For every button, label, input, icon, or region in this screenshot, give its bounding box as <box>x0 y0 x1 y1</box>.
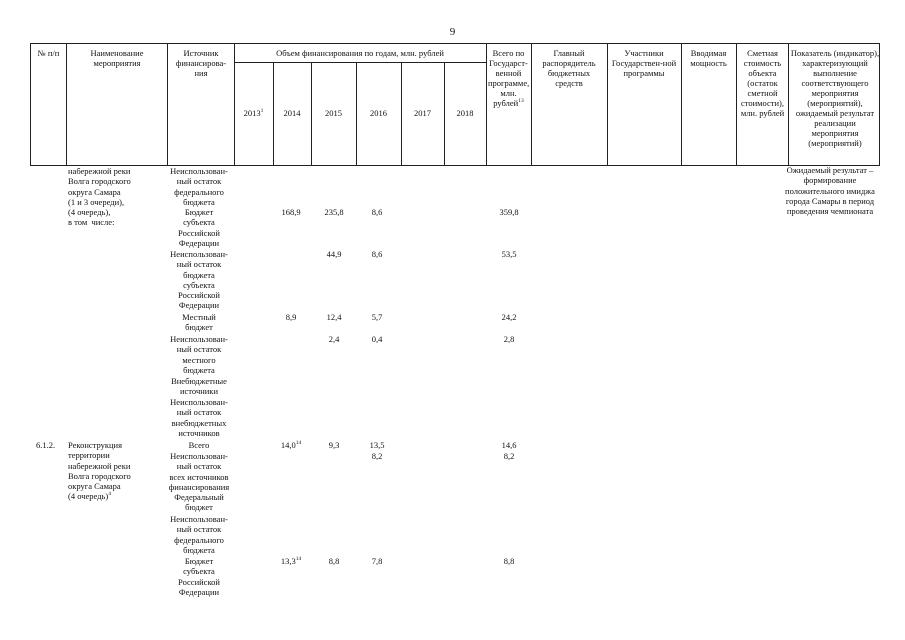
cell-2015: 9,3 <box>328 440 340 450</box>
cell-total: 2,8 <box>503 334 515 344</box>
source-label: Всего <box>188 440 210 450</box>
source-label: Неиспользован- ный остаток всех источников финансирования <box>168 451 230 492</box>
cell-total: 53,5 <box>501 249 517 259</box>
cell-2015: 235,8 <box>324 207 344 217</box>
cell-2016: 13,5 <box>369 440 385 450</box>
header-year-2015: 2015 <box>325 108 342 118</box>
block1-result: Ожидаемый результат – формирование положительного имиджа города Самары в период проведения чемпионата <box>785 165 875 217</box>
header-year-2017: 2017 <box>414 108 431 118</box>
cell-2016: 8,6 <box>371 207 383 217</box>
col-divider <box>607 44 608 165</box>
cell-2014: 168,9 <box>281 207 301 217</box>
year-header-divider <box>234 62 486 63</box>
header-estimate: Сметная стоимость объекта (остаток сметной стоимости), млн. рублей <box>740 48 785 118</box>
source-label: Неиспользован- ный остаток бюджета субъекта Российской Федерации <box>170 249 228 311</box>
source-label: Неиспользован- ный остаток федерального бюджета <box>170 514 228 555</box>
cell-2015: 12,4 <box>326 312 342 322</box>
col-divider <box>681 44 682 165</box>
header-indicator: Показатель (индикатор), характеризующий выполнение соответствующего мероприятия (мероприятий), ожидаемый результат реализации мероприятия (мероприятий) <box>790 48 880 148</box>
col-divider <box>167 44 168 165</box>
cell-2015: 44,9 <box>326 249 342 259</box>
header-year-2016: 2016 <box>370 108 387 118</box>
header-year-2014: 2014 <box>283 108 301 118</box>
cell-total: 14,6 <box>501 440 517 450</box>
block1-name: набережной реки Волга городского округа Самара (1 и 3 очереди), (4 очередь), в том числе: <box>68 166 131 228</box>
cell-total: 8,2 <box>503 451 515 461</box>
source-label: Федеральный бюджет <box>174 492 224 513</box>
cell-2016: 5,7 <box>371 312 383 322</box>
cell-total: 359,8 <box>499 207 519 217</box>
col-divider <box>531 44 532 165</box>
source-label: Бюджет субъекта Российской Федерации <box>178 556 220 597</box>
col-divider <box>788 44 789 165</box>
header-year-2013: 2013$^1$ <box>243 108 264 118</box>
page-number: 9 <box>449 26 456 38</box>
header-total: Всего по Государст-венной программе, млн. рублей$^{13}$ <box>488 48 530 108</box>
col-divider <box>66 44 67 165</box>
cell-2016: 8,6 <box>371 249 383 259</box>
source-label: Местный бюджет <box>182 312 216 333</box>
header-volume: Объем финансирования по годам, млн. рублей <box>276 48 444 58</box>
source-label: Неиспользован- ный остаток внебюджетных источников <box>170 397 228 438</box>
source-label: Внебюджетные источники <box>171 376 227 397</box>
cell-2014: 8,9 <box>285 312 297 322</box>
cell-2016: 7,8 <box>371 556 383 566</box>
cell-total: 24,2 <box>501 312 517 322</box>
col-divider <box>736 44 737 165</box>
source-label: Неиспользован- ный остаток федерального бюджета <box>170 166 228 207</box>
header-participants: Участники Государствен-ной программы <box>611 48 677 78</box>
source-label: Бюджет субъекта Российской Федерации <box>178 207 220 248</box>
cell-2014: 14,0$^{14}$ <box>280 440 302 450</box>
cell-2016: 0,4 <box>371 334 383 344</box>
header-num: № п/п <box>37 48 60 58</box>
cell-2015: 8,8 <box>328 556 340 566</box>
header-year-2018: 2018 <box>456 108 474 118</box>
cell-2016: 8,2 <box>371 451 383 461</box>
cell-total: 8,8 <box>503 556 515 566</box>
cell-2015: 2,4 <box>328 334 340 344</box>
block2-name: Реконструкция территории набережной реки Волга городского округа Самара (4 очередь)$^4$ <box>68 440 131 502</box>
header-source: Источник финансирова-ния <box>175 48 227 78</box>
table-header <box>30 43 880 166</box>
cell-2014: 13,3$^{14}$ <box>280 556 302 566</box>
header-manager: Главный распорядитель бюджетных средств <box>542 48 596 88</box>
header-capacity: Вводимая мощность <box>690 48 727 68</box>
source-label: Неиспользован- ный остаток местного бюджета <box>170 334 228 375</box>
col-divider <box>486 44 487 165</box>
block2-num: 6.1.2. <box>36 440 56 450</box>
header-name: Наименование мероприятия <box>90 48 144 68</box>
